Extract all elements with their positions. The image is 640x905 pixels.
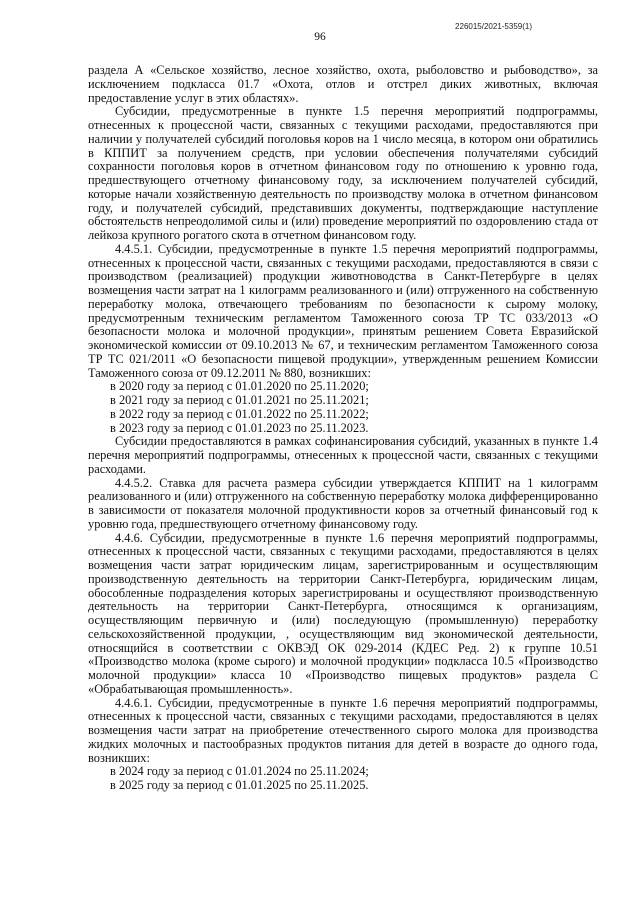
period-line: в 2021 году за период с 01.01.2021 по 25.11.2021;	[110, 393, 369, 407]
paragraph: 4.4.6.1. Субсидии, предусмотренные в пункте 1.6 перечня мероприятий подпрограммы, отнесенных к процессной части, связанных с текущими расходами, предоставляются в целях возмещения части затрат на приобретение отечественного сырого молока для производства жидких молочных и пастообразных продуктов питания для детей в возрасте до одного года, возникших:	[88, 695, 598, 765]
period-line: в 2022 году за период с 01.01.2022 по 25.11.2022;	[110, 406, 369, 421]
paragraph: Субсидии предоставляются в рамках софинансирования субсидий, указанных в пункте 1.4 перечня мероприятий подпрограммы, отнесенных к процессной части, связанных с текущими расходами.	[88, 434, 598, 476]
paragraph: 4.4.6. Субсидии, предусмотренные в пункте 1.6 перечня мероприятий подпрограммы, отнесенных к процессной части, связанных с текущими расходами, предоставляются в целях возмещения части затрат юридическим лицам, зарегистрированным и осуществляющим производственную деятельность на территории Санкт-Петербурга, юридическим лицам, обособленные подразделения которых зарегистрированы и осуществляют производственную деятельность на территории Санкт-Петербурга, относящимся к организациям, осуществляющим первичную и (или) последующую (промышленную) переработку сельскохозяйственной продукции, , осуществляющим вид экономической деятельности, относящийся в соответствии с ОКВЭД ОК 029-2014 (КДЕС Ред. 2) к группе 10.51 «Производство молока (кроме сырого) и молочной продукции» подкласса 10.5 «Производство молочной продукции» класса 10 «Производство пищевых продуктов» раздела С «Обрабатывающая промышленность».	[88, 530, 598, 696]
period-line: в 2020 году за период с 01.01.2020 по 25.11.2020;	[110, 379, 369, 394]
paragraph: Субсидии, предусмотренные в пункте 1.5 перечня мероприятий подпрограммы, отнесенных к процессной части, связанных с текущими расходами, предоставляются при наличии у получателей субсидий поголовья коров на 1 число месяца, в котором они обратились в КППИТ за получением средств, при условии обеспечения получателями субсидий сохранности поголовья коров в отчетном финансовом году по отношению к уровню года, предшествующего отчетному финансовому году, за исключением получателей субсидий, которые начали хозяйственную деятельность по производству молока в отчетном финансовом году, и получателей субсидий, представивших документы, подтверждающие наступление обстоятельств непреодолимой силы и (или) проведение мероприятий по оздоровлению стада от лейкоза крупного рогатого скота в отчетном финансовом году.	[88, 104, 598, 242]
page-number: 96	[314, 31, 326, 43]
paragraph: раздела А «Сельское хозяйство, лесное хозяйство, охота, рыболовство и рыбоводство», за исключением подкласса 01.7 «Охота, отлов и отстрел диких животных, включая предоставление услуг в этих областях».	[88, 63, 598, 105]
period-line: в 2023 году за период с 01.01.2023 по 25.11.2023.	[110, 420, 369, 435]
period-line: в 2024 году за период с 01.01.2024 по 25.11.2024;	[110, 764, 369, 779]
paragraph: 4.4.5.2. Ставка для расчета размера субсидии утверждается КППИТ на 1 килограмм реализованного и (или) отгруженного на собственную переработку молока дифференцированно в зависимости от показателя молочной продуктивности коров за отчетный финансовый год к уровню года, предшествующего отчетному финансовому году.	[88, 475, 598, 531]
period-line: в 2025 году за период с 01.01.2025 по 25.11.2025.	[110, 778, 369, 792]
document-body	[88, 64, 598, 793]
paragraph: 4.4.5.1. Субсидии, предусмотренные в пункте 1.5 перечня мероприятий подпрограммы, отнесенных к процессной части, связанных с текущими расходами, предоставляются в связи с производством (реализацией) продукции животноводства в Санкт-Петербурге в целях возмещения части затрат на 1 килограмм реализованного и (или) отгруженного на собственную переработку молока, отвечающего требованиям по безопасности к сырому молоку, предусмотренным техническим регламентом Таможенного союза ТР ТС 033/2013 «О безопасности молока и молочной продукции», принятым решением Совета Евразийской экономической комиссии от 09.10.2013 № 67, и техническим регламентом Таможенного союза ТР ТС 021/2011 «О безопасности пищевой продукции», утвержденным решением Комиссии Таможенного союза от 09.12.2011 № 880, возникших:	[88, 241, 598, 380]
document-id: 226015/2021-5359(1)	[455, 22, 532, 31]
